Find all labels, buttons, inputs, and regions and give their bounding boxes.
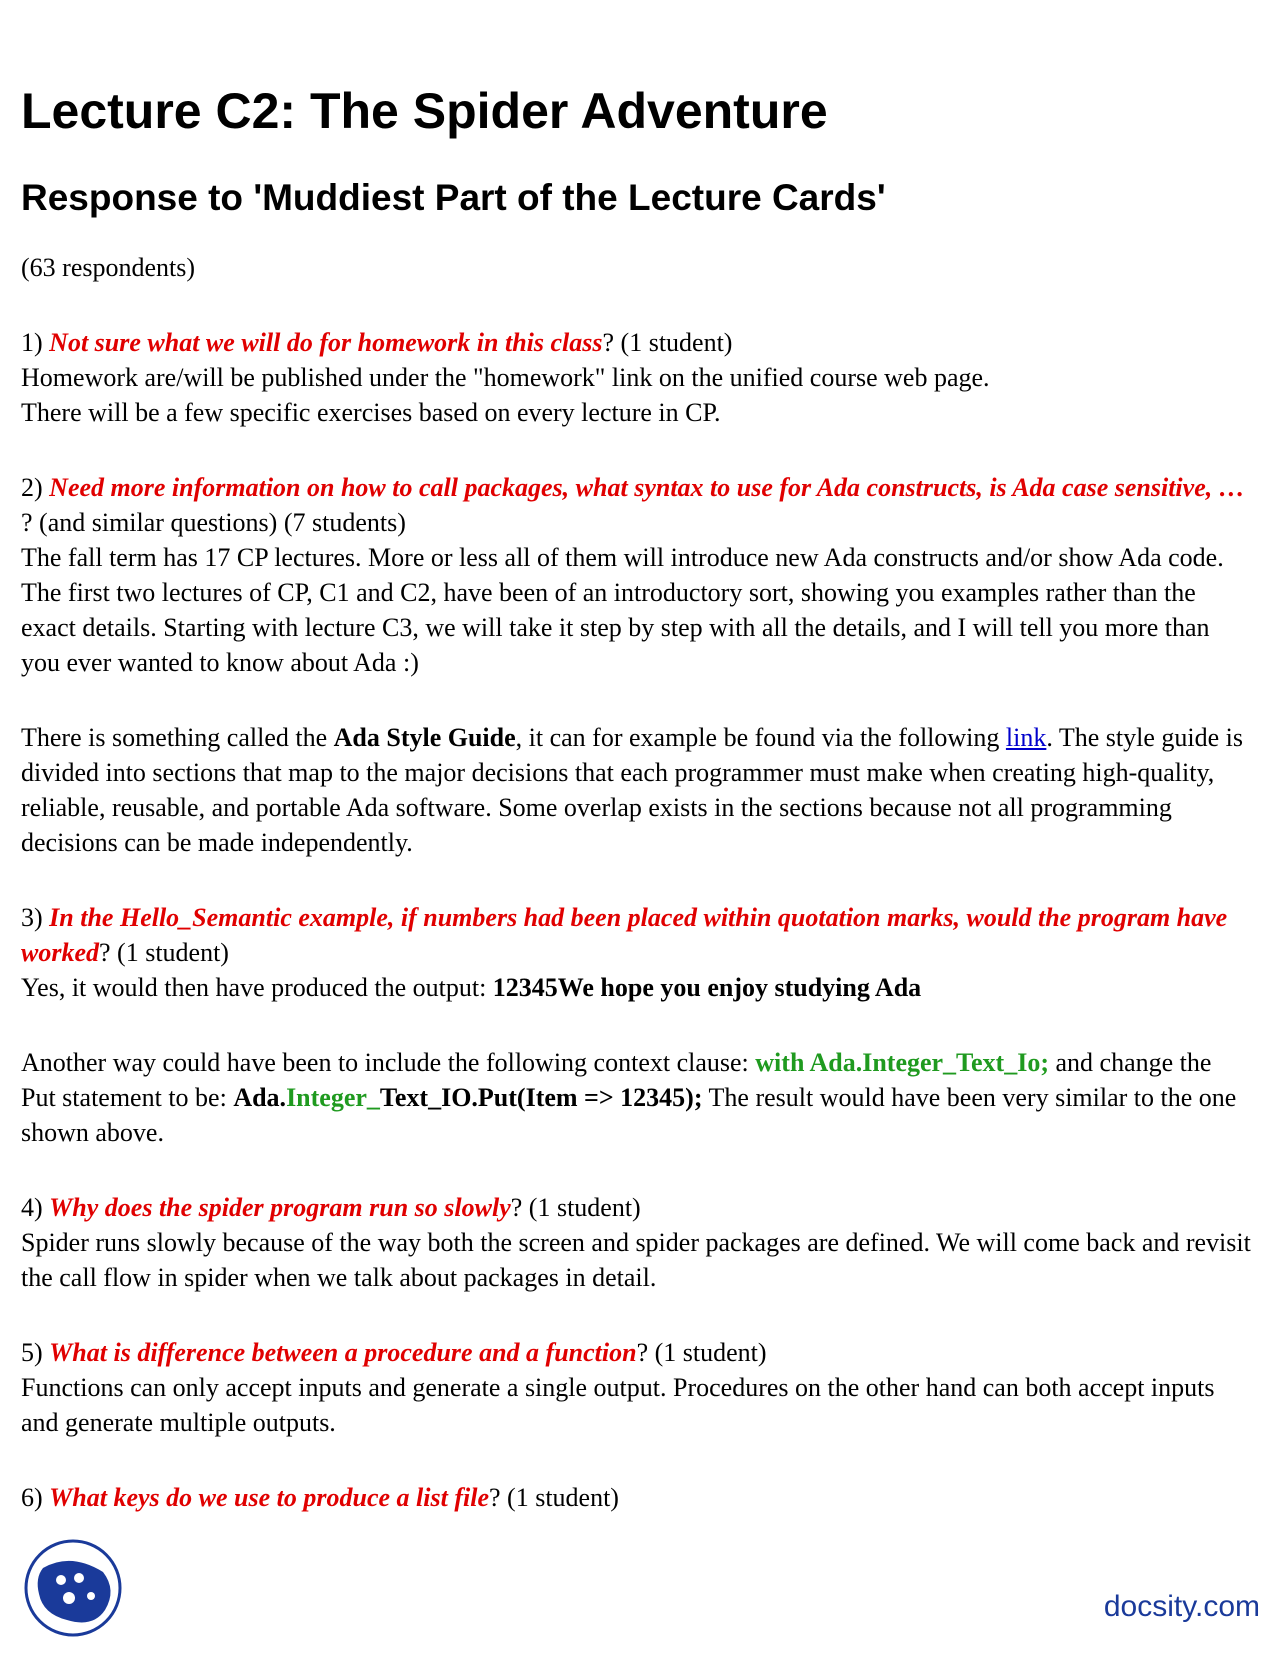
answer-1-line-2: There will be a few specific exercises based on every lecture in CP. xyxy=(21,398,721,427)
answer-5: Functions can only accept inputs and generate a single output. Procedures on the other hand can both accept inputs and generate multiple outputs. xyxy=(21,1373,1215,1437)
page-title: Lecture C2: The Spider Adventure xyxy=(21,83,828,139)
style-guide-paragraph: There is something called the Ada Style Guide, it can for example be found via the following link. The style guide is divided into sections that map to the major decisions that each programmer must make when creating high-quality, reliable, reusable, and portable Ada software. Some overlap exists in the sections because not all programming decisions can be made independently. xyxy=(21,723,1244,857)
question-4: Why does the spider program run so slowly xyxy=(49,1193,511,1222)
style-guide-link[interactable]: link xyxy=(1005,723,1047,752)
item-6: 6) What keys do we use to produce a list file? (1 student) xyxy=(21,1483,619,1512)
question-2: Need more information on how to call packages, what syntax to use for Ada constructs, is Ada case sensitive, … xyxy=(49,473,1245,502)
answer-4: Spider runs slowly because of the way both the screen and spider packages are defined. We will come back and revisit the call flow in spider when we talk about packages in detail. xyxy=(21,1228,1251,1292)
item-1: 1) Not sure what we will do for homework in this class? (1 student) Homework are/will be published under the "homework" link on the unified course web page. There will be a few specific exercises based on every lecture in CP. xyxy=(21,328,990,427)
respondents-count: (63 respondents) xyxy=(21,253,196,282)
alternative-paragraph: Another way could have been to include the following context clause: with Ada.Integer_Text_Io; and change the Put statement to be: Ada.Integer_Text_IO.Put(Item => 12345); The result would have been very similar to the one shown above. xyxy=(21,1048,1237,1147)
item-4: 4) Why does the spider program run so slowly? (1 student) Spider runs slowly because of the way both the screen and spider packages are defined. We will come back and revisit the call flow in spider when we talk about packages in detail. xyxy=(21,1193,1251,1292)
docsity-brand[interactable]: docsity.com xyxy=(1103,1590,1260,1623)
item-5: 5) What is difference between a procedure and a function? (1 student) Functions can only accept inputs and generate a single output. Procedures on the other hand can both accept inputs and generate multiple outputs. xyxy=(21,1338,1215,1437)
style-guide-name: Ada Style Guide xyxy=(333,723,516,752)
program-output: 12345We hope you enjoy studying Ada xyxy=(492,973,922,1002)
put-statement-code-green: Integer_ xyxy=(286,1083,380,1112)
question-5: What is difference between a procedure and a function xyxy=(49,1338,637,1367)
document-page xyxy=(21,78,1251,1555)
question-3: In the Hello_Semantic example, if numbers had been placed within quotation marks, would the program have worked xyxy=(21,903,1228,967)
answer-2: The fall term has 17 CP lectures. More or less all of them will introduce new Ada constructs and/or show Ada code. The first two lectures of CP, C1 and C2, have been of an introductory sort, showing you examples rather than the exact details. Starting with lecture C3, we will take it step by step with all the details, and I will tell you more than you ever wanted to know about Ada :) xyxy=(21,543,1224,677)
put-statement-code-b: Text_IO.Put(Item => 12345); xyxy=(379,1083,703,1112)
context-clause-code: with Ada.Integer_Text_Io; xyxy=(755,1048,1049,1077)
answer-1-line-1: Homework are/will be published under the "homework" link on the unified course web page. xyxy=(21,363,990,392)
docsity-logo-icon xyxy=(21,1538,131,1638)
item-2: 2) Need more information on how to call packages, what syntax to use for Ada constructs, is Ada case sensitive, … ? (and similar questions) (7 students) The fall term has 17 CP lectures. More or less all of them will introduce new Ada constructs and/or show Ada code. The first two lectures of CP, C1 and C2, have been of an introductory sort, showing you examples rather than the exact details. Starting with lecture C3, we will take it step by step with all the details, and I will tell you more than you ever wanted to know about Ada :) xyxy=(21,473,1245,677)
page-subtitle: Response to 'Muddiest Part of the Lecture Cards' xyxy=(21,177,886,218)
put-statement-code-a: Ada. xyxy=(233,1083,287,1112)
item-3: 3) In the Hello_Semantic example, if numbers had been placed within quotation marks, would the program have worked? (1 student) Yes, it would then have produced the output: 12345We hope you enjoy studying Ada xyxy=(21,903,1228,1002)
question-6: What keys do we use to produce a list file xyxy=(49,1483,489,1512)
question-1: Not sure what we will do for homework in this class xyxy=(49,328,603,357)
